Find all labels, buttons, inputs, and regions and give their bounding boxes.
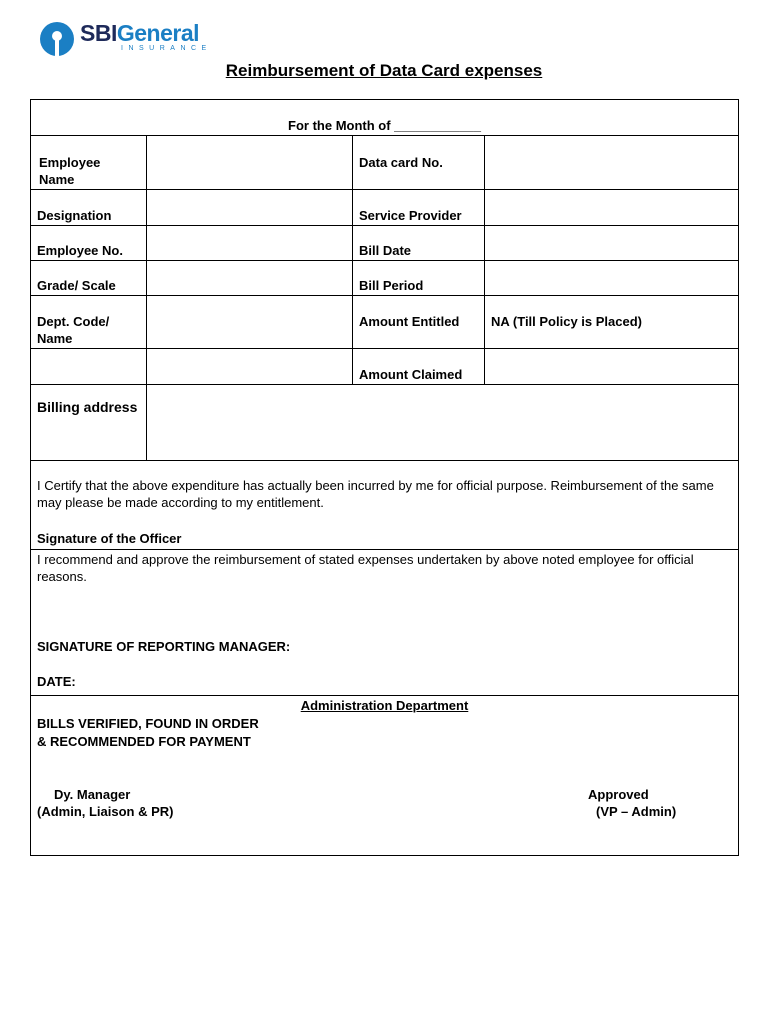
- bill-period-field[interactable]: [485, 261, 738, 295]
- employee-name-field[interactable]: [147, 136, 352, 189]
- service-provider-label: Service Provider: [359, 208, 462, 223]
- manager-signature-label: SIGNATURE OF REPORTING MANAGER:: [37, 639, 291, 654]
- officer-signature-label: Signature of the Officer: [37, 531, 182, 546]
- company-logo: [40, 20, 212, 58]
- data-card-no-label: Data card No.: [359, 155, 443, 170]
- billing-address-label: Billing address: [37, 399, 138, 415]
- designation-field[interactable]: [147, 190, 352, 225]
- bill-period-label: Bill Period: [359, 278, 424, 293]
- employee-no-field[interactable]: [147, 226, 352, 260]
- designation-label: Designation: [37, 208, 112, 223]
- dy-manager-department: (Admin, Liaison & PR): [37, 804, 174, 819]
- amount-claimed-field[interactable]: [485, 349, 738, 384]
- approver-title: (VP – Admin): [596, 804, 677, 819]
- sbi-keyhole-icon: [40, 22, 74, 56]
- amount-entitled-value: NA (Till Policy is Placed): [491, 314, 642, 329]
- grade-scale-label: Grade/ Scale: [37, 278, 116, 293]
- bill-date-field[interactable]: [485, 226, 738, 260]
- bill-date-label: Bill Date: [359, 243, 412, 258]
- recommendation-text: I recommend and approve the reimbursement of stated expenses undertaken by above noted employee for official reasons.: [37, 552, 694, 584]
- reimbursement-form: [30, 99, 739, 856]
- date-label: DATE:: [37, 674, 76, 689]
- dept-code-label: Dept. Code/ Name: [37, 314, 110, 346]
- bills-verified-line-1: BILLS VERIFIED, FOUND IN ORDER: [37, 716, 259, 731]
- document-title: Reimbursement of Data Card expenses: [225, 61, 543, 80]
- logo-wordmark: SBIGeneral: [80, 20, 199, 46]
- dept-code-field[interactable]: [147, 296, 352, 348]
- grade-scale-field[interactable]: [147, 261, 352, 295]
- admin-department-heading: Administration Department: [300, 698, 469, 713]
- bills-verified-line-2: & RECOMMENDED FOR PAYMENT: [37, 734, 251, 749]
- approved-label: Approved: [588, 787, 649, 802]
- month-field-label: For the Month of ____________: [288, 118, 481, 133]
- service-provider-field[interactable]: [485, 190, 738, 225]
- dy-manager-title: Dy. Manager: [54, 787, 131, 802]
- employee-name-label: Employee Name: [39, 155, 101, 187]
- billing-address-field[interactable]: [147, 385, 738, 460]
- logo-tagline: INSURANCE: [121, 45, 212, 52]
- amount-entitled-label: Amount Entitled: [359, 314, 460, 329]
- amount-claimed-label: Amount Claimed: [359, 367, 463, 382]
- certification-text: I Certify that the above expenditure has actually been incurred by me for official purpose. Reimbursement of the same may please be made according to my entitlement.: [37, 478, 714, 510]
- data-card-no-field[interactable]: [485, 136, 738, 189]
- employee-no-label: Employee No.: [37, 243, 123, 258]
